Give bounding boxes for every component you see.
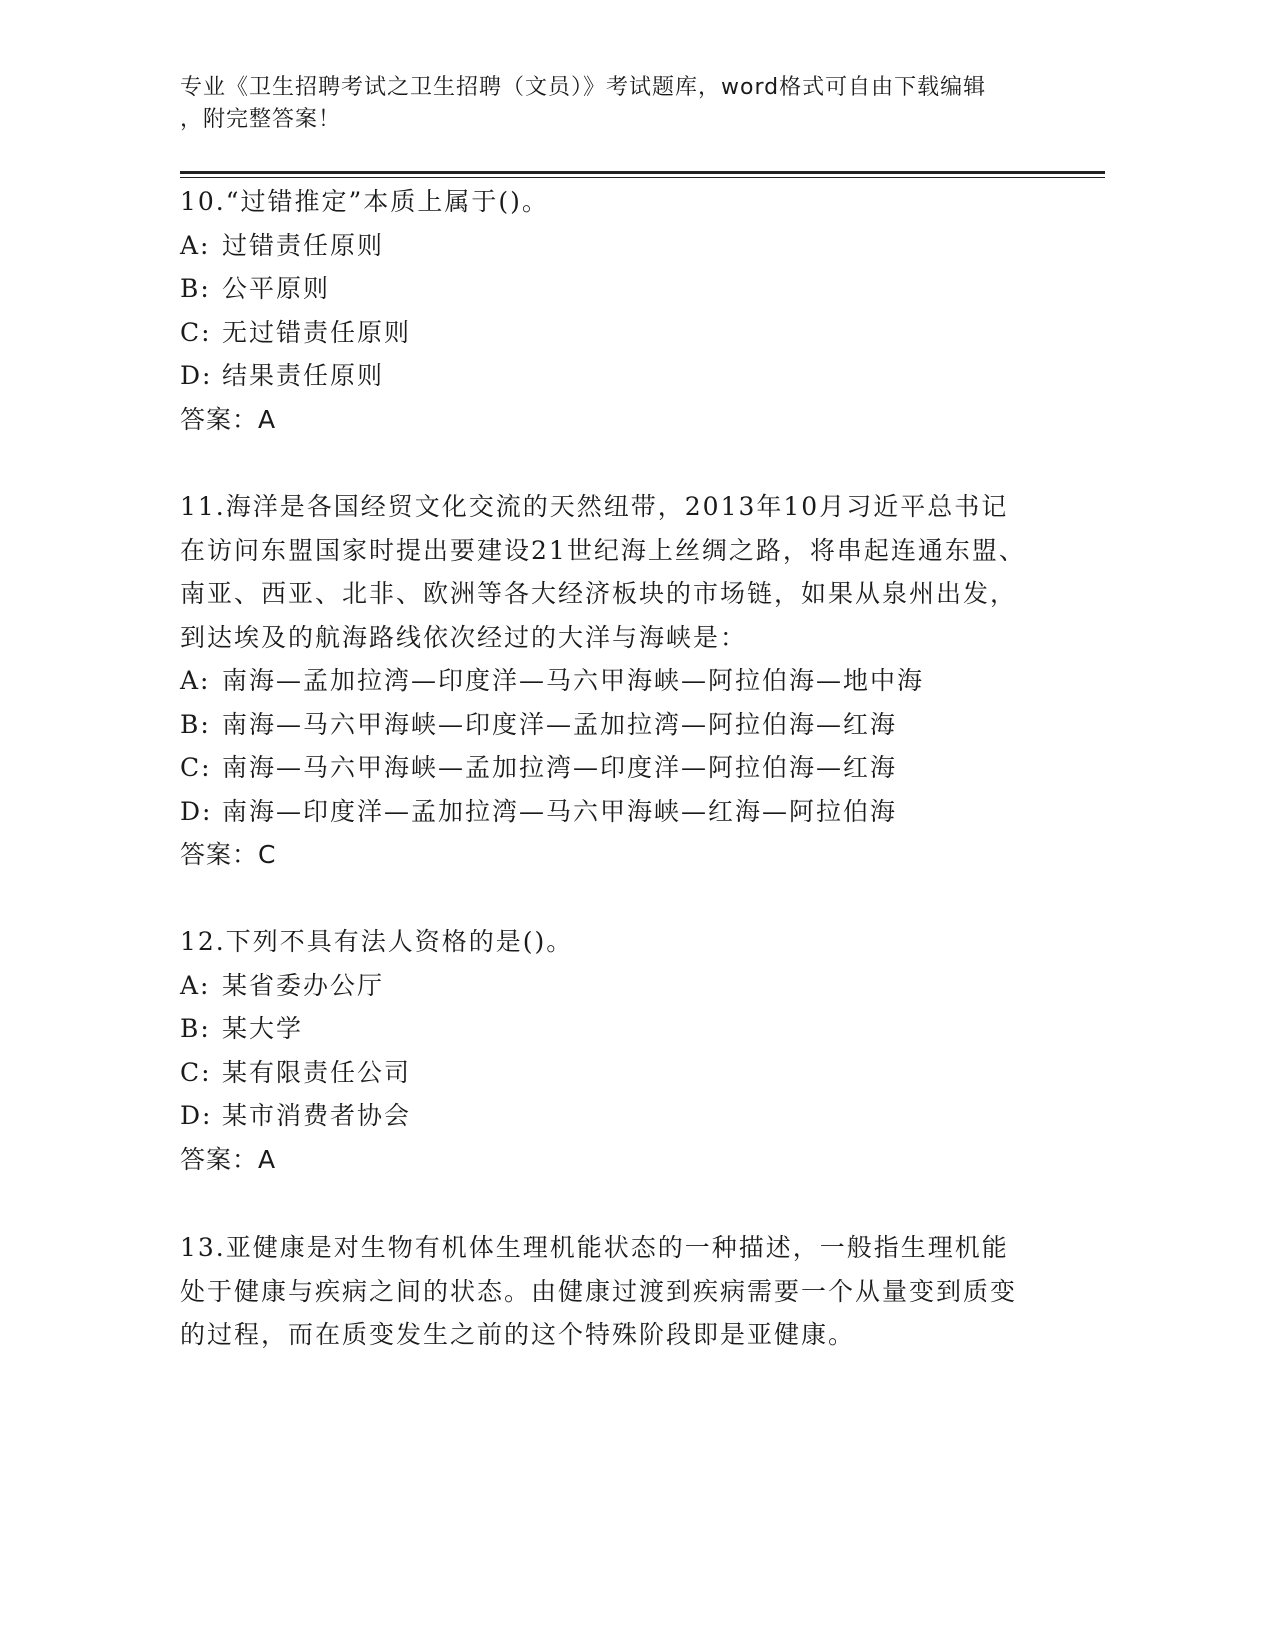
- document-header: [180, 72, 1060, 136]
- option-a: [180, 964, 1030, 1008]
- header-line-2: ，附完整答案！: [180, 107, 342, 132]
- answer-line: 答案：C: [180, 840, 277, 869]
- option-b: [180, 703, 1030, 747]
- question-stem: 12.下列不具有法人资格的是()。: [180, 927, 574, 956]
- question-stem: 10.“过错推定”本质上属于()。: [180, 187, 549, 216]
- answer-line: 答案：A: [180, 404, 277, 434]
- option-d: [180, 354, 1030, 398]
- question-11: [180, 485, 1030, 877]
- option-letter: B:: [180, 274, 211, 303]
- option-text: 南海—马六甲海峡—孟加拉湾—印度洋—阿拉伯海—红海: [222, 753, 898, 782]
- option-b: [180, 267, 1030, 311]
- option-text: 某有限责任公司: [222, 1057, 412, 1087]
- option-b: [180, 1007, 1030, 1051]
- option-text: 公平原则: [222, 274, 331, 303]
- answer-line: 答案：A: [180, 1144, 277, 1174]
- option-letter: A:: [180, 666, 211, 695]
- header-divider-thin: [180, 177, 1105, 178]
- option-letter: C:: [180, 1057, 212, 1087]
- option-a: [180, 659, 1030, 703]
- header-line-1: 专业《卫生招聘考试之卫生招聘（文员）》考试题库，word格式可自由下载编辑: [180, 75, 987, 100]
- option-text: 结果责任原则: [222, 361, 385, 390]
- option-letter: D:: [180, 1101, 213, 1130]
- option-d: [180, 1094, 1030, 1138]
- option-letter: D:: [180, 796, 213, 826]
- option-text: 某市消费者协会: [222, 1101, 412, 1130]
- question-stem: 13.亚健康是对生物有机体生理机能状态的一种描述，一般指生理机能处于健康与疾病之间的状态。由健康过渡到疾病需要一个从量变到质变的过程，而在质变发生之前的这个特殊阶段即是亚健康。: [180, 1233, 1018, 1349]
- header-divider-thick: [180, 171, 1105, 174]
- option-letter: C:: [180, 753, 212, 782]
- option-letter: A:: [180, 970, 211, 1000]
- question-13: [180, 1226, 1030, 1357]
- option-text: 南海—孟加拉湾—印度洋—马六甲海峡—阿拉伯海—地中海: [222, 666, 925, 695]
- option-d: [180, 790, 1030, 834]
- option-letter: A:: [180, 230, 211, 260]
- option-letter: C:: [180, 317, 212, 347]
- question-stem: 11.海洋是各国经贸文化交流的天然纽带，2013年10月习近平总书记在访问东盟国家时提出要建设21世纪海上丝绸之路，将串起连通东盟、南亚、西亚、北非、欧洲等各大经济板块的市场链，如果从泉州出发，到达埃及的航海路线依次经过的大洋与海峡是：: [180, 492, 1026, 652]
- option-text: 某省委办公厅: [222, 970, 385, 1000]
- option-letter: B:: [180, 1014, 211, 1043]
- option-text: 某大学: [222, 1014, 304, 1043]
- option-c: [180, 746, 1030, 790]
- option-a: [180, 224, 1030, 268]
- option-text: 南海—马六甲海峡—印度洋—孟加拉湾—阿拉伯海—红海: [222, 709, 898, 739]
- option-c: [180, 1051, 1030, 1095]
- option-letter: D:: [180, 361, 213, 390]
- option-text: 过错责任原则: [222, 230, 385, 260]
- question-10: [180, 180, 1030, 441]
- option-c: [180, 311, 1030, 355]
- question-12: [180, 920, 1030, 1181]
- option-text: 南海—印度洋—孟加拉湾—马六甲海峡—红海—阿拉伯海: [222, 796, 898, 826]
- option-letter: B:: [180, 709, 211, 739]
- option-text: 无过错责任原则: [222, 317, 412, 347]
